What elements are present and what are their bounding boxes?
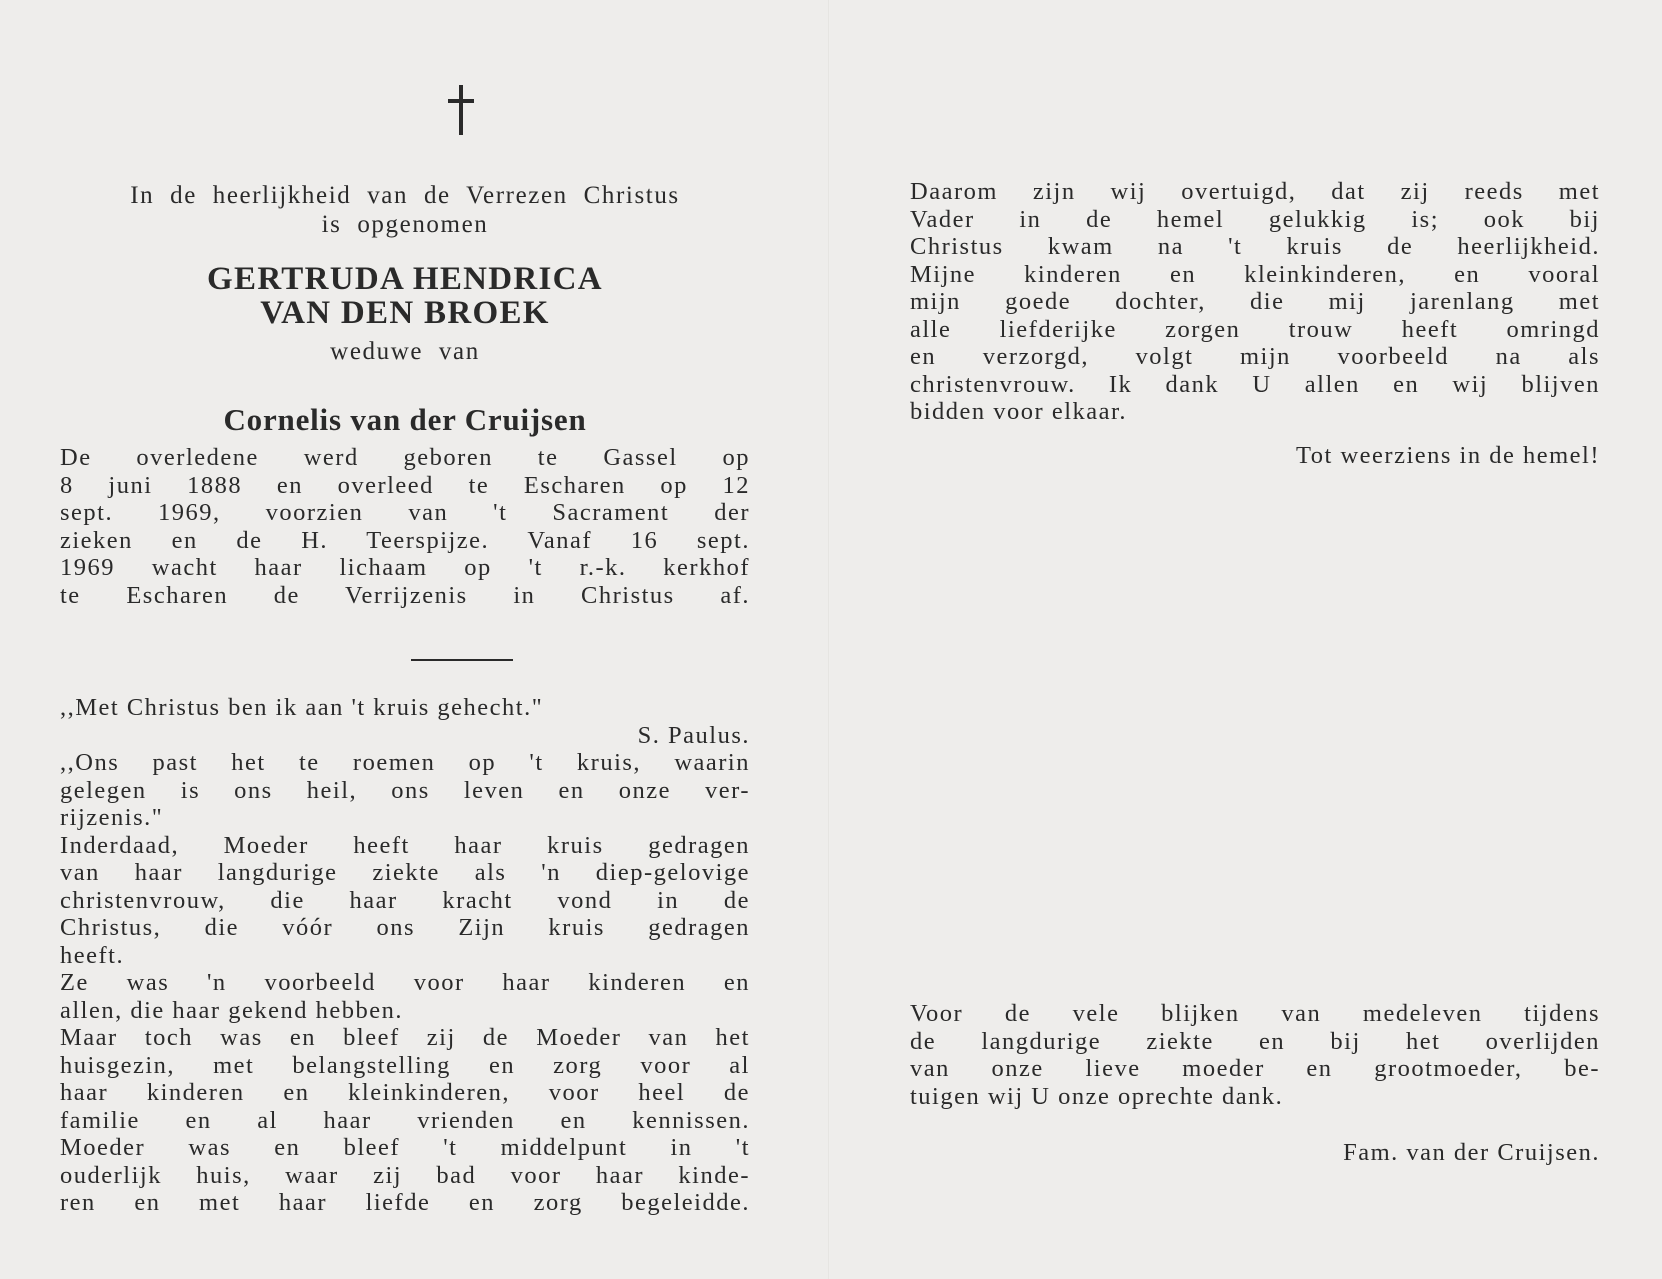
text-line: allen, die haar gekend hebben. [60, 996, 403, 1024]
card-fold [828, 0, 830, 1279]
text-line: ren en met haar liefde en zorg begeleidde. [60, 1189, 750, 1216]
message-line: mijn goede dochter, die mij jarenlang met [910, 288, 1600, 315]
reflection-text [60, 694, 750, 1217]
cross-icon [442, 85, 480, 135]
bio-line: zieken en de H. Teerspijze. Vanaf 16 sept. [60, 526, 750, 554]
message-line: Mijne kinderen en kleinkinderen, en vooral [910, 260, 1600, 288]
bio-line: 8 juni 1888 en overleed te Escharen op 12 [60, 471, 750, 499]
quote-line: gelegen is ons heil, ons leven en onze ver- [60, 776, 750, 804]
widow-of-label: weduwe van [330, 338, 480, 365]
farewell-line: Tot weerziens in de hemel! [1296, 442, 1600, 469]
bio-line: sept. 1969, voorzien van 't Sacrament der [60, 499, 750, 526]
divider [411, 659, 513, 661]
thanks-line: van onze lieve moeder en grootmoeder, be- [910, 1055, 1600, 1082]
message-line: Vader in de hemel gelukkig is; ook bij [910, 205, 1600, 233]
bio-line: te Escharen de Verrijzenis in Christus af. [60, 581, 750, 609]
bio-line: De overledene werd geboren te Gassel op [60, 444, 750, 471]
thanks-line: de langdurige ziekte en bij het overlijden [910, 1027, 1600, 1055]
bio-line: 1969 wacht haar lichaam op 't r.-k. kerkhof [60, 554, 750, 581]
spouse-name: Cornelis van der Cruijsen [223, 402, 587, 437]
biography [60, 444, 750, 609]
message-text [910, 178, 1600, 426]
quote-line: ,,Ons past het te roemen op 't kruis, waarin [60, 749, 750, 776]
message-line: bidden voor elkaar. [910, 398, 1127, 425]
text-line: ouderlijk huis, waar zij bad voor haar kinde- [60, 1161, 750, 1189]
thanks-line: Voor de vele blijken van medeleven tijdens [910, 1000, 1600, 1027]
text-line: huisgezin, met belangstelling en zorg voor al [60, 1051, 750, 1079]
intro-line: In de heerlijkheid van de Verrezen Christus [130, 182, 680, 209]
text-line: Maar toch was en bleef zij de Moeder van het [60, 1024, 750, 1051]
thanks-text [910, 1000, 1600, 1110]
message-line: en verzorgd, volgt mijn voorbeeld na als [910, 343, 1600, 370]
text-line: Moeder was en bleef 't middelpunt in 't [60, 1134, 750, 1161]
quote-attribution: S. Paulus. [637, 721, 750, 749]
message-line: Christus kwam na 't kruis de heerlijkheid. [910, 233, 1600, 260]
left-page [60, 0, 750, 1279]
quote-line: rijzenis." [60, 804, 164, 831]
message-line: alle liefderijke zorgen trouw heeft omringd [910, 315, 1600, 343]
deceased-name-line: VAN DEN BROEK [260, 295, 550, 331]
intro-text [60, 181, 750, 239]
message-line: christenvrouw. Ik dank U allen en wij blijven [910, 370, 1600, 398]
text-line: Christus, die vóór ons Zijn kruis gedragen [60, 914, 750, 941]
intro-line: is opgenomen [321, 211, 489, 238]
text-line: Inderdaad, Moeder heeft haar kruis gedragen [60, 831, 750, 859]
family-signature: Fam. van der Cruijsen. [1343, 1139, 1600, 1166]
deceased-name [60, 262, 750, 330]
farewell-text [910, 442, 1600, 470]
text-line: haar kinderen en kleinkinderen, voor heel de [60, 1079, 750, 1106]
text-line: christenvrouw, die haar kracht vond in de [60, 886, 750, 914]
right-page [910, 0, 1600, 1279]
text-line: heeft. [60, 941, 125, 969]
text-line: Ze was 'n voorbeeld voor haar kinderen en [60, 969, 750, 996]
deceased-name-line: GERTRUDA HENDRICA [207, 261, 603, 297]
thanks-line: tuigen wij U onze oprechte dank. [910, 1082, 1284, 1110]
signature-block [910, 1139, 1600, 1167]
quote-line: ,,Met Christus ben ik aan 't kruis gehecht." [60, 694, 544, 721]
text-line: van haar langdurige ziekte als 'n diep-gelovige [60, 859, 750, 886]
message-line: Daarom zijn wij overtuigd, dat zij reeds met [910, 178, 1600, 205]
text-line: familie en al haar vrienden en kennissen. [60, 1106, 750, 1134]
